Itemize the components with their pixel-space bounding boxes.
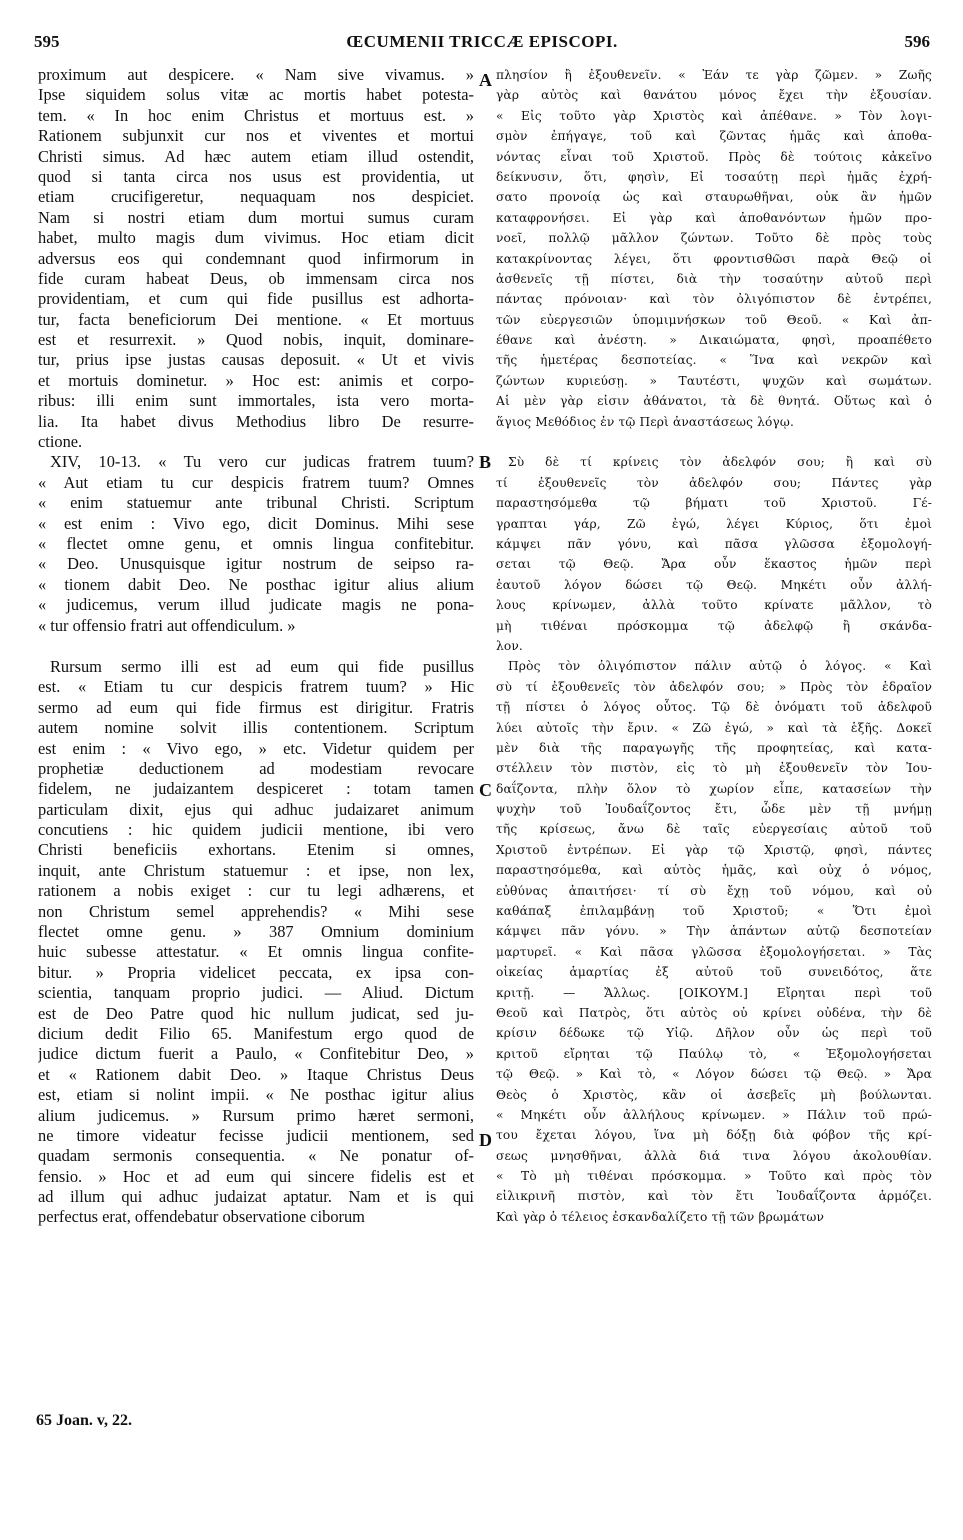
text-line: Πρὸς τὸν ὀλιγόπιστον πάλιν αὐτῷ ὁ λόγος. « Καὶ: [508, 659, 932, 674]
text-line: judice dictum fuerit a Paulo, « Confitebitur Deo, »: [38, 1044, 474, 1064]
text-line: γὰρ αὐτὸς καὶ θανάτου μόνος ἔχει τὴν ἐξουσίαν.: [496, 88, 932, 103]
text-line: δαΐζοντα, πλὴν ὅλον τὸ χωρίον εἶπε, κατασείων τὴν: [496, 781, 932, 796]
text-line: inquit, ante Christum statuemur : et ipse, non lex,: [38, 860, 474, 880]
text-line: σεται τῷ Θεῷ. Ἄρα οὖν ἕκαστος ἡμῶν περὶ: [496, 557, 932, 572]
text-line: ἑαυτοῦ λόγον δώσει τῷ Θεῷ. Μηκέτι οὖν ἀλλή-: [496, 577, 932, 592]
text-line: σὺ τί ἐξουθενεῖς τὸν ἀδελφόν σου; » Πρὸς τὸν ἑδραῖον: [496, 679, 932, 694]
latin-column: [38, 65, 474, 1228]
text-line: παραστησόμεθα τῷ βήματι τοῦ Χριστοῦ. Γέ-: [496, 496, 932, 511]
text-line: κάμψει πᾶν γόνυ. » Τὴν ἁπάντων αὐτῷ δεσποτείαν: [496, 924, 932, 939]
text-line: γραπται γάρ, Ζῶ ἐγώ, λέγει Κύριος, ὅτι ἐμοὶ: [496, 516, 932, 531]
text-line: proximum aut despicere. « Nam sive vivamus. »: [38, 65, 474, 84]
text-line: εὐθύνας ἀπαιτήσει· τί σὺ ἔχῃ τοῦ νόμου, καὶ οὐ: [496, 883, 932, 898]
text-line: Christi simus. Ad hæc autem etiam illud ostendit,: [38, 146, 474, 166]
text-line: τῆς ἡμετέρας δεσποτείας. « Ἵνα καὶ νεκρῶν καὶ: [496, 353, 932, 368]
text-line: est, etiam si nolint impii. « Ne posthac igitur alius: [38, 1085, 474, 1105]
text-line: « tur offensio fratri aut offendiculum. »: [38, 615, 296, 635]
text-line: μαρτυρεῖ. « Καὶ πᾶσα γλῶσσα ἐξομολογήσεται. » Τὰς: [496, 944, 932, 959]
text-line: τῆς κρίσεως, ἄνω δὲ ταῖς εὐεργεσίαις αὐτοῦ τοῦ: [496, 822, 932, 837]
text-line: « tionem dabit Deo. Ne posthac igitur alius alium: [38, 574, 474, 594]
text-line: Θεὸς ὁ Χριστὸς, κἂν οἱ ἀσεβεῖς μὴ βούλωνται.: [496, 1087, 932, 1102]
text-line: ζώντων κυριεύσῃ. » Ταυτέστι, ψυχῶν καὶ σωμάτων.: [496, 373, 932, 388]
text-line: λον.: [496, 638, 523, 653]
text-line: μὴ τιθέναι πρόσκομμα τῷ ἀδελφῷ ἢ σκάνδα-: [496, 618, 932, 633]
text-line: ctione.: [38, 432, 83, 452]
text-line: Nam si nostri etiam dum mortui sumus curam: [38, 207, 474, 227]
text-line: Χριστοῦ ἐντρέπων. Εἰ γὰρ τῷ Χριστῷ, φησὶ, πάντες: [496, 842, 932, 857]
text-line: « Εἰς τοῦτο γὰρ Χριστὸς καὶ ἀπέθανε. » Τὸν λογι-: [496, 108, 932, 123]
page-header: [34, 32, 930, 58]
text-line: « Deo. Unusquisque igitur nostrum de seipso ra-: [38, 554, 474, 574]
text-line: εἰλικρινῆ πιστὸν, καὶ τὸν ἔτι Ἰουδαΐζοντα ἁρμόζει.: [496, 1189, 932, 1204]
text-line: est. « Etiam tu cur despicis fratrem tuum? » Hic: [38, 677, 474, 697]
text-line: κατακρίνοντας λέγει, ὅτι φροντισθῶσι παρὰ Θεῷ οἱ: [496, 251, 932, 266]
text-line: λύει αὐτοῖς τὴν ἔριν. « Ζῶ ἐγώ, » καὶ τὰ ἑξῆς. Δοκεῖ: [496, 720, 932, 735]
text-line: Αἱ μὲν γὰρ εἰσιν ἀθάνατοι, τὰ δὲ θνητά. Οὕτως καὶ ὁ: [496, 394, 932, 409]
text-line: « Μηκέτι οὖν ἀλλήλους κρίνωμεν. » Πάλιν τοῦ πρώ-: [496, 1107, 932, 1122]
text-line: prophetiæ deductionem ad modestiam revocare: [38, 758, 474, 778]
text-line: ἅγιος Μεθόδιος ἐν τῷ Περὶ ἀναστάσεως λόγῳ.: [496, 414, 794, 429]
text-line: τῇ πίστει ὁ λόγος οὗτος. Τῷ δὲ ὀνόματι τοῦ ἀδελφοῦ: [496, 700, 932, 715]
text-line: στέλλειν τὸν πιστὸν, εἰς τὸ μὴ ἐξουθενεῖν τὸν Ἰου-: [496, 761, 932, 776]
text-line: quod si tanta circa nos usus est providentia, ut: [38, 166, 474, 186]
paragraph-gap: [38, 636, 474, 657]
text-line: « enim statuemur ante tribunal Christi. Scriptum: [38, 493, 474, 513]
text-line: ribus: illi enim sunt immortales, ista vero morta-: [38, 391, 474, 411]
text-line: « flectet omne genu, et omnis lingua confitebitur.: [38, 533, 474, 553]
text-line: et mortuis dominetur. » Hoc est: animis et corpo-: [38, 370, 474, 390]
text-line: κρίσιν δέδωκε τῷ Υἱῷ. Δῆλον οὖν ὡς περὶ τοῦ: [496, 1026, 932, 1041]
text-line: Ipse siquidem solus vitæ ac mortis habet potesta-: [38, 85, 474, 105]
text-line: est enim : « Vivo ego, » etc. Videtur quidem per: [38, 738, 474, 758]
text-line: XIV, 10-13. « Tu vero cur judicas fratrem tuum?: [50, 452, 474, 472]
text-line: [496, 432, 932, 452]
text-line: fide curam habeat Deus, ob immensam circa nos: [38, 268, 474, 288]
right-page-number: 596: [904, 32, 930, 51]
text-line: adversus eos qui condemnant quod infirmorum in: [38, 248, 474, 268]
text-line: τῶν εὐεργεσιῶν ὑπομιμνήσκων τοῦ Θεοῦ. « Καὶ ἀπ-: [496, 312, 932, 327]
text-line: τῷ Θεῷ. » Καὶ τὸ, « Λόγον δώσει τῷ Θεῷ. » Ἄρα: [496, 1067, 932, 1082]
text-line: dicium dedit Filio 65. Manifestum ergo quod de: [38, 1023, 474, 1043]
text-line: ne timore videatur fecisse judicii mentionem, sed: [38, 1125, 474, 1145]
greek-column: [496, 65, 932, 1227]
text-line: δείκνυσιν, ὅτι, φησὶν, Εἰ τοσαύτῃ περὶ ἡμᾶς ἐχρή-: [496, 169, 932, 184]
text-line: Καὶ γὰρ ὁ τέλειος ἐσκανδαλίζετο τῇ τῶν βρωμάτων: [496, 1209, 825, 1224]
text-line: alium judicemus. » Rursum primo hæret sermoni,: [38, 1105, 474, 1125]
text-line: οἰκείας ἁμαρτίας ἐξ αὐτοῦ τοῦ συνειδότος, ἅτε: [496, 965, 932, 980]
text-line: et « Rationem dabit Deo. » Itaque Christus Deus: [38, 1064, 474, 1084]
text-line: παραστησόμεθα, καὶ αὐτὸς ἡμᾶς, καὶ οὐχ ὁ νόμος,: [496, 863, 932, 878]
text-line: perfectus erat, offendebatur observatione ciborum: [38, 1207, 365, 1227]
text-line: bitur. » Propria videlicet peccata, ex ipsa con-: [38, 962, 474, 982]
text-line: tur, facta beneficiorum Dei mentione. « Et mortuus: [38, 309, 474, 329]
text-line: fensio. » Hoc et ad eum qui sincere fidelis est et: [38, 1166, 474, 1186]
text-line: πλησίον ἢ ἐξουθενεῖν. « Ἐάν τε γὰρ ζῶμεν. » Ζωῆς: [496, 68, 932, 82]
text-line: particulam dixit, ejus qui adhuc judaizaret animum: [38, 799, 474, 819]
text-line: έθανε καὶ ἀνέστη. » Δικαιώματα, φησὶ, προαπέθετο: [496, 333, 932, 348]
text-line: huic subesse attestatur. « Et omnis lingua confite-: [38, 942, 474, 962]
text-line: Σὺ δὲ τί κρίνεις τὸν ἀδελφόν σου; ἢ καὶ σὺ: [508, 455, 932, 470]
text-line: autem nomine solvit illis contentionem. Scriptum: [38, 718, 474, 738]
text-line: καθάπαξ ἐπιλαμβάνῃ τοῦ Χριστοῦ; « Ὅτι ἐμοὶ: [496, 904, 932, 919]
text-line: κάμψει πᾶν γόνυ, καὶ πᾶσα γλῶσσα ἐξομολογή-: [496, 536, 932, 551]
margin-marker-a: A: [479, 70, 492, 90]
text-line: quadam sermonis consequentia. « Ne ponatur of-: [38, 1146, 474, 1166]
text-line: habet, multo magis dum vivimus. Hoc etiam dicit: [38, 228, 474, 248]
text-line: ψυχὴν τοῦ Ἰουδαΐζοντος ἔτι, ὧδε μὲν τῇ μνήμῃ: [496, 802, 932, 817]
text-line: Rursum sermo illi est ad eum qui fide pusillus: [50, 656, 474, 676]
margin-marker-d: D: [479, 1130, 492, 1150]
text-line: κριτῇ. — Ἄλλως. [ΟΙΚΟΥΜ.] Εἴρηται περὶ τοῦ: [496, 985, 932, 1000]
text-line: νόντας εἶναι τοῦ Χριστοῦ. Πρὸς δὲ τούτοις κἀκεῖνο: [496, 149, 932, 164]
text-line: rationem a nobis exiget : cur tu legi adhærens, et: [38, 881, 474, 901]
text-line: non Christum semel apprehendis? « Mihi sese: [38, 901, 474, 921]
text-line: του ἔχεται λόγου, ἵνα μὴ δόξῃ διὰ φόβον τῆς κρί-: [496, 1128, 932, 1143]
text-line: est et resurrexit. » Quod nobis, inquit, dominare-: [38, 330, 474, 350]
text-line: « Τὸ μὴ τιθέναι πρόσκομμα. » Τοῦτο καὶ πρὸς τὸν: [496, 1169, 932, 1184]
text-line: tem. « In hoc enim Christus et mortuus est. »: [38, 105, 474, 125]
text-line: σμὸν ἐπήγαγε, τοῦ καὶ ζῶντας ἡμᾶς καὶ ἀποθα-: [496, 129, 932, 144]
footnote: 65 Joan. v, 22.: [36, 1412, 133, 1429]
text-line: fidelem, ne judaizantem despiceret : totam tamen: [38, 779, 474, 799]
text-line: τί ἐξουθενεῖς τὸν ἀδελφόν σου; Πάντες γὰρ: [496, 475, 932, 490]
text-line: flectet omne genu. » 387 Omnium dominium: [38, 922, 474, 942]
text-line: καταφρονήσει. Εἰ γὰρ καὶ ἀποθανόντων ἡμῶν προ-: [496, 210, 932, 225]
text-line: Θεοῦ καὶ Πατρὸς, ὅτι αὐτὸς οὐ κρίνει οὐδένα, τὴν δὲ: [496, 1005, 932, 1020]
text-line: sermo ad eum qui fide firmus est dirigitur. Fratris: [38, 697, 474, 717]
margin-marker-c: C: [479, 780, 492, 800]
text-line: lia. Ita habet divus Methodius libro De resurre-: [38, 411, 474, 431]
text-line: « est enim : Vivo ego, dicit Dominus. Mihi sese: [38, 513, 474, 533]
text-line: ἀσθενεῖς τῇ πίστει, διὰ τὴν τοσαύτην αὐτοῦ περὶ: [496, 271, 932, 286]
text-line: « Aut etiam tu cur despicis fratrem tuum? Omnes: [38, 472, 474, 492]
text-line: μὲν διὰ τῆς παραγωγῆς τῆς προφητείας, καὶ κατα-: [496, 740, 932, 755]
text-line: κριτοῦ εἴρηται τῷ Παύλῳ τὸ, « Ἐξομολογήσεται: [496, 1046, 932, 1061]
text-line: σατο προνοίᾳ ὡς καὶ σταυρωθῆναι, οὐκ ἂν ἡμῶν: [496, 190, 932, 205]
text-line: scientia, tanquam proprio judici. — Aliud. Dictum: [38, 983, 474, 1003]
text-line: est de Deo Patre quod hic nullum judicat, sed ju-: [38, 1003, 474, 1023]
text-line: providentiam, et cum qui fide pusillus est adhorta-: [38, 289, 474, 309]
text-line: etiam crucifigeretur, nequaquam nos despiciet.: [38, 187, 474, 207]
text-line: Christi beneficiis exhortans. Etenim si omnes,: [38, 840, 474, 860]
text-line: λους κρίνωμεν, ἀλλὰ τοῦτο κρίνατε μᾶλλον, τὸ: [496, 598, 932, 613]
text-line: νοεῖ, πολλῷ μᾶλλον ζώντων. Τοῦτο δὲ πρὸς τοὺς: [496, 231, 932, 246]
text-line: σεως μνησθῆναι, ἀλλὰ διά τινα λόγου ἀκολουθίαν.: [496, 1148, 932, 1163]
left-page-number: 595: [34, 32, 60, 51]
running-title: ŒCUMENII TRICCÆ EPISCOPI.: [346, 32, 618, 51]
text-line: tur, prius ipse justas causas deposuit. « Ut et vivis: [38, 350, 474, 370]
text-line: concutiens : hic quidem judicii mentione, ibi vero: [38, 820, 474, 840]
text-line: Rationem subjunxit cur nos et viventes et mortui: [38, 126, 474, 146]
text-line: ad illum qui adhuc judaizat aptatur. Nam et is qui: [38, 1187, 474, 1207]
margin-marker-b: B: [479, 452, 492, 472]
text-line: πάντας πρόνοιαν· καὶ τὸν ὀλιγόπιστον δὲ ἐντρέπει,: [496, 292, 932, 307]
text-line: « judicemus, verum illud judicate magis ne pona-: [38, 595, 474, 615]
